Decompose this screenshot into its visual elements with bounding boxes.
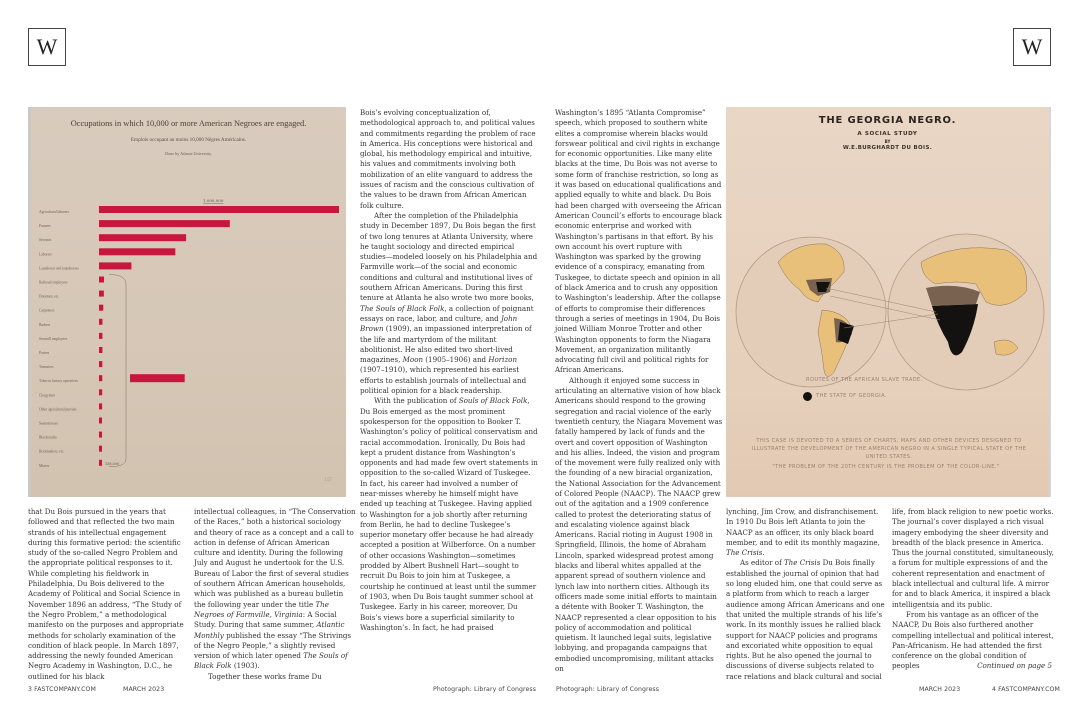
bar-category-label: Blacksmiths [39, 435, 57, 440]
bar-category-label: Sawmill employees [39, 336, 68, 341]
map-by: BY [884, 139, 891, 144]
bar-category-label: Agricultural laborers [39, 210, 70, 214]
legend-routes: ROUTES OF THE AFRICAN SLAVE TRADE. [806, 377, 923, 383]
bar-category-label: Servants [39, 238, 52, 243]
chart-credit: Done by Atlanta University. [165, 151, 212, 156]
bar-category-label: Farmers [39, 224, 51, 229]
publication-logo-left: W [28, 28, 66, 66]
bar [99, 460, 102, 466]
article-paragraph: As editor of The Crisis Du Bois finally established the journal of opinion that had so long eluded him, one that could serve as a platform from which to reach a larger audience among African Americans and one that united the multiple strands of his life’s work. In its monthly issues he rallied black support for NAACP policies and programs and excoriated white opposition to equal rights. But he also opened the journal to discussions of diverse subjects related to race relations and black cultural and social [726, 558, 885, 681]
bar [99, 262, 131, 269]
bar [99, 234, 186, 241]
bar [99, 432, 102, 438]
continued-note: Continued on page 5 [977, 661, 1052, 670]
article-paragraph: life, from black religion to new poetic works. The journal’s cover displayed a rich visual imagery embodying the sheer diversity and breadth of the black presence in America. Thus the journal constituted, simultaneously, a forum for multiple expressions of and the coherent representation and enactment of black intellectual and cultural life. A mirror for and to black America, it inspired a black intelligentsia and its public. [892, 507, 1054, 609]
article-paragraph: Washington’s 1895 “Atlanta Compromise” speech, which proposed to southern white elites a compromise wherein blacks would forswear political and civil rights in exchange for economic opportunities. Like many elite blacks at the time, Du Bois was not averse to some form of franchise restriction, so long as it was based on educational qualifications and applied equally to white and black. Du Bois had been charged with overseeing the African American Council’s efforts to encourage black economic enterprise and worked with Washington’s partisans in that effort. By his own account his overt rupture with Washington was sparked by the growing evidence of a conspiracy, emanating from Tuskegee, to dictate speech and opinion in all of black America and to crush any opposition to Washington’s leadership. After the collapse of efforts to compromise their differences through a series of meetings in 1904, Du Bois joined William Monroe Trotter and other Washington opponents to form the Niagara Movement, an organization militantly advocating full civil and political rights for African Americans. [555, 108, 722, 375]
chart-subtitle: Emplois occupant au moins 10,000 Nègres Américains. [130, 137, 247, 143]
bar-category-label: Laborers [39, 252, 52, 257]
footer-left-date: MARCH 2023 [123, 686, 165, 693]
bar-category-label: Teamsters [39, 365, 54, 370]
bar-category-label: Launderers and laundresses [39, 266, 79, 271]
bar-category-label: Clergymen [39, 393, 55, 398]
footer-right-date: MARCH 2023 [919, 686, 961, 693]
map-quote: "THE PROBLEM OF THE 20TH CENTURY IS THE PROBLEM OF THE COLOR-LINE." [772, 464, 1000, 470]
bar [99, 291, 104, 297]
bar [99, 206, 339, 213]
georgia-legend-marker-icon [803, 392, 812, 401]
bar-category-label: Seamstresses [39, 421, 58, 426]
footer-left-page: 3 FASTCOMPANY.COM [28, 686, 96, 693]
article-paragraph: After the completion of the Philadelphia study in December 1897, Du Bois began the first of two long tenures at Atlanta University, where he taught sociology and directed empirical studies—modeled loosely on his Philadelphia and Farmville work—of the social and economic conditions and cultural and institutional lives of southern African Americans. During this first tenure at Atlanta he also wrote two more books, The Souls of Black Folk, a collection of poignant essays on race, labor, and culture, and John Brown (1909), an impassioned interpretation of the life and martyrdom of the militant abolitionist. He also edited two short-lived magazines, Moon (1905–1906) and Horizon (1907–1910), which represented his earliest efforts to establish journals of intellectual and political opinion for a black readership. [360, 210, 538, 396]
bar [99, 305, 103, 311]
article-paragraph: Although it enjoyed some success in articulating an alternative vision of how black Americans should respond to the growing segregation and racial violence of the early twentieth century, the Niagara Movement was fatally hampered by lack of funds and the overt and covert opposition of Washington and his allies. Indeed, the vision and program of the movement were fully realized only with the founding of a new biracial organization, the National Association for the Advancement of Colored People (NAACP). The NAACP grew out of the agitation and a 1909 conference called to protest the deteriorating status of and escalating violence against black Americans. Racial rioting in August 1908 in Springfield, Illinois, the home of Abraham Lincoln, sparked widespread protest among blacks and liberal whites appalled at the apparent spread of southern violence and lynch law into northern cities. Although its officers made some initial efforts to maintain a détente with Booker T. Washington, the NAACP represented a clear opposition to his policy of accommodation and political quietism. It launched legal suits, legislative lobbying, and propaganda campaigns that embodied uncompromising, militant attacks on [555, 375, 723, 674]
map-subtitle: A SOCIAL STUDY [857, 131, 918, 137]
top-value-label: 1,000,000 [203, 198, 224, 203]
article-paragraph: From his vantage as an officer of the NAACP, Du Bois also furthered another compelling intellectual and political interest, Pan-Africanism. He had attended the first conference on the global condition of peoples [892, 609, 1054, 671]
article-column-4 [555, 108, 723, 674]
photo-credit-right: Photograph: Library of Congress [556, 686, 660, 693]
article-paragraph: Bois’s evolving conceptualization of, methodological approach to, and political values and commitments regarding the problem of race in America. His conceptions were historical and global, his methodology empirical and intuitive, his values and commitments involving both mobilization of an elite vanguard to address the issues of racism and the conscious cultivation of the values to be drawn from African American folk culture. [360, 108, 536, 210]
chart-title: Occupations in which 10,000 or more American Negroes are engaged. [70, 119, 307, 128]
bar-category-label: Brickmakers, etc. [39, 449, 65, 454]
bar [99, 418, 102, 424]
bar-category-label: Barbers [39, 322, 51, 327]
map-author: W.E.BURGHARDT DU BOIS. [842, 145, 933, 151]
bar [99, 277, 104, 283]
georgia-negro-map-plate [726, 107, 1051, 497]
article-column-5 [726, 507, 886, 682]
bar [99, 347, 102, 353]
article-paragraph: that Du Bois pursued in the years that followed and that reflected the two main strands of his intellectual engagement during this formative period: the scientific study of the so-called Negro Problem and the appropriate political responses to it. While completing his fieldwork in Philadelphia, Du Bois delivered to the Academy of Political and Social Science in November 1896 an address, “The Study of the Negro Problem,” a methodological manifesto on the purposes and appropriate methods for scholarly examination of the condition of black people. In March 1897, addressing the newly founded American Negro Academy in Washington, D.C., he outlined for his black [28, 507, 184, 681]
bar-category-label: Tobacco factory operatives [39, 379, 78, 384]
article-column-3 [360, 108, 538, 633]
article-paragraph: lynching, Jim Crow, and disfranchisement. In 1910 Du Bois left Atlanta to join the NAACP as an officer, its only black board member, and to edit its monthly magazine, The Crisis. [726, 507, 880, 558]
group-bracket [109, 275, 126, 467]
bar [99, 446, 102, 452]
bar-category-label: Carpenters [39, 308, 55, 313]
bar-category-label: Miners [39, 463, 50, 468]
map-description: THIS CASE IS DEVOTED TO A SERIES OF CHARTS, MAPS AND OTHER DEVICES DESIGNED TO ILLUSTRATE THE DEVELOPMENT OF THE AMERICAN NEGRO IN A SINGLE TYPICAL STATE OF THE UNITED STATES. [751, 438, 1027, 460]
bar [99, 220, 230, 227]
world-hemispheres-map [726, 202, 1051, 452]
article-paragraph: With the publication of Souls of Black Folk, Du Bois emerged as the most prominent spokesperson for the opposition to Booker T. Washington’s policy of political conservatism and racial accommodation. Ironically, Du Bois had kept a prudent distance from Washington’s opponents and had made few overt statements in opposition to the so-called Wizard of Tuskegee. In fact, his career had involved a number of near-misses whereby he himself might have ended up teaching at Tuskegee. Having applied to Washington for a job shortly after returning from Berlin, he had to decline Tuskegee’s superior monetary offer because he had already accepted a position at Wilberforce. On a number of other occasions Washington—sometimes prodded by Albert Bushnell Hart—sought to recruit Du Bois to join him at Tuskegee, a courtship he continued at least until the summer of 1903, when Du Bois taught summer school at Tuskegee. Early in his career, moreover, Du Bois’s views bore a superficial similarity to Washington’s. In fact, he had praised [360, 396, 538, 632]
article-column-6 [892, 507, 1054, 672]
map-title: THE GEORGIA NEGRO. [818, 115, 957, 126]
bar [99, 248, 175, 255]
article-column-2 [194, 507, 356, 682]
bar [99, 361, 102, 367]
bar [99, 389, 102, 395]
bar [99, 333, 102, 339]
bar-category-label: Other agricultural pursuits [39, 407, 77, 412]
article-paragraph: intellectual colleagues, in “The Conservation of the Races,” both a historical sociology and theory of race as a concept and a call to action in defense of African American culture and identity. During the following July and August he undertook for the U.S. Bureau of Labor the first of several studies of southern African American households, which was published as a bureau bulletin the following year under the title The Negroes of Farmville, Virginia: A Social Study. During that same summer, Atlantic Monthly published the essay “The Strivings of the Negro People,” a slightly revised version of which later opened The Souls of Black Folk (1903). [194, 507, 356, 671]
bracket-total-label: 158,000 [105, 461, 120, 466]
bar [99, 375, 102, 381]
bar-category-label: Draymen, etc. [39, 294, 60, 299]
legend-georgia: THE STATE OF GEORGIA. [816, 393, 887, 399]
article-column-1 [28, 507, 188, 682]
plate-number: 157 [324, 478, 332, 483]
footer-right-page: 4 FASTCOMPANY.COM [992, 686, 1060, 693]
bar [99, 403, 102, 409]
occupations-chart-plate [28, 107, 346, 497]
occupations-bar-chart [31, 107, 346, 497]
publication-logo-right: W [1013, 28, 1051, 66]
bar-category-label: Railroad employees [39, 280, 68, 285]
combined-group-bar [130, 374, 185, 382]
photo-credit-left: Photograph: Library of Congress [433, 686, 537, 693]
bar-category-label: Porters [39, 351, 50, 355]
article-paragraph: Together these works frame Du [208, 671, 322, 681]
bar [99, 319, 102, 325]
